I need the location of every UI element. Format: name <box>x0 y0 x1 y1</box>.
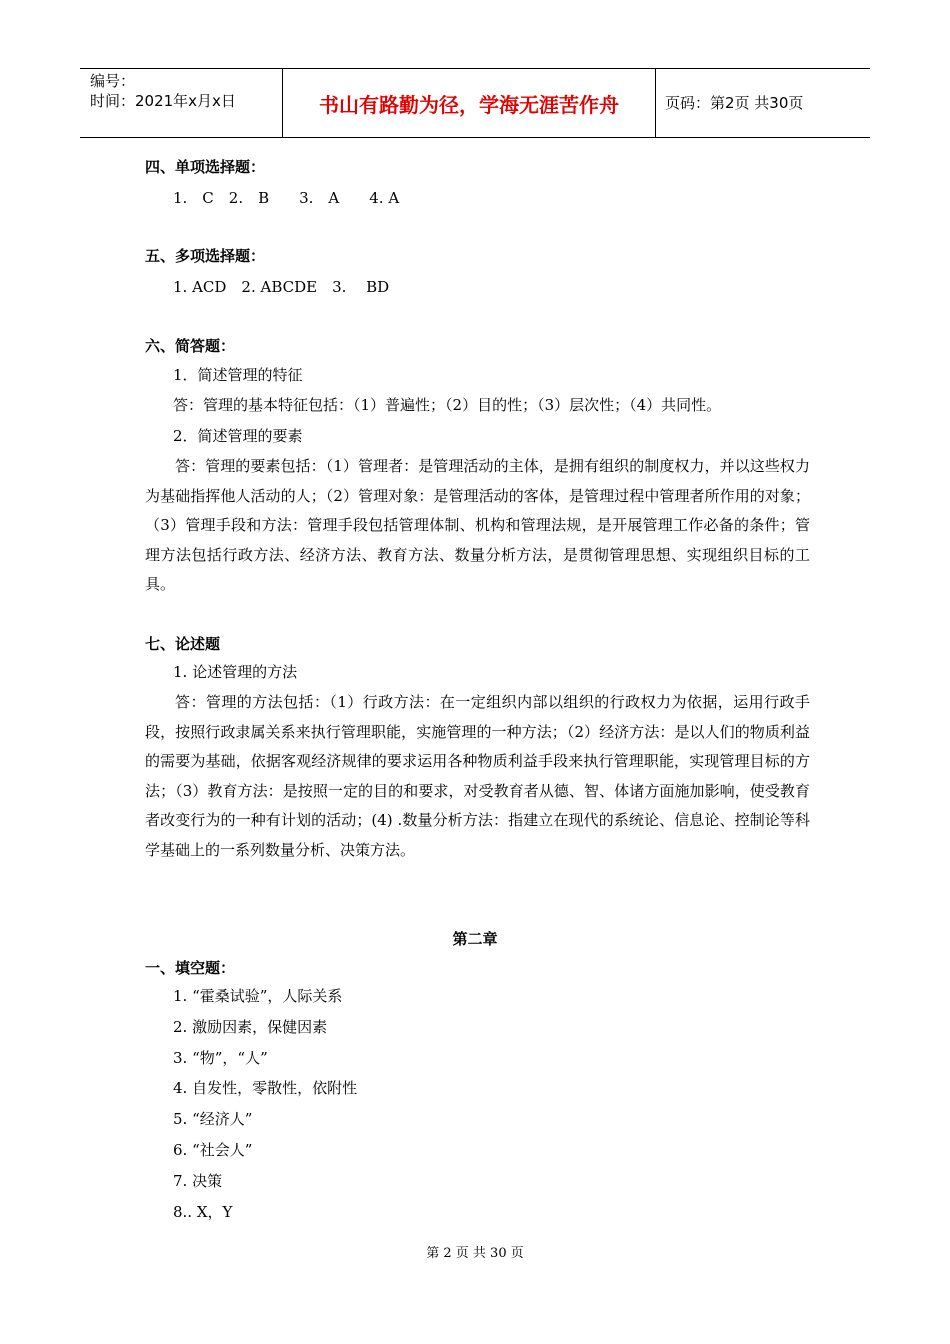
fill-blank-item: 8.. X，Y <box>173 1203 233 1221</box>
page-info: 页码：第2页 共30页 <box>665 94 804 112</box>
fill-blank-item: 6. “社会人” <box>173 1141 253 1159</box>
chapter2-section1-heading: 一、填空题： <box>145 959 236 977</box>
page-footer: 第 2 页 共 30 页 <box>426 1246 524 1261</box>
section4-heading: 四、单项选择题： <box>145 158 266 176</box>
section6-answer-1: 答：管理的基本特征包括：（1）普遍性；（2）目的性；（3）层次性；（4）共同性。 <box>173 396 722 414</box>
section4-answers: 1. C 2. B 3. A 4. A <box>173 189 400 207</box>
section6-question-2: 2．简述管理的要素 <box>173 427 303 445</box>
section6-question-1: 1．简述管理的特征 <box>173 366 303 384</box>
section5-heading: 五、多项选择题： <box>145 247 266 265</box>
serial-label: 编号： <box>90 72 136 90</box>
header-center-cell <box>282 69 656 137</box>
fill-blank-item: 3. “物”，“人” <box>173 1049 268 1067</box>
chapter-title: 第二章 <box>452 930 498 948</box>
fill-blank-item: 1. “霍桑试验”，人际关系 <box>173 987 343 1005</box>
fill-blank-item: 4. 自发性，零散性，依附性 <box>173 1079 358 1097</box>
fill-blank-item: 2. 激励因素，保健因素 <box>173 1018 328 1036</box>
section7-heading: 七、论述题 <box>145 635 221 653</box>
section6-heading: 六、简答题： <box>145 337 236 355</box>
motto-text: 书山有路勤为径，学海无涯苦作舟 <box>319 93 619 117</box>
header-left-cell <box>80 69 282 137</box>
section7-question-1: 1. 论述管理的方法 <box>173 663 298 681</box>
fill-blank-item: 7. 决策 <box>173 1172 223 1190</box>
fill-blank-item: 5. “经济人” <box>173 1110 253 1128</box>
header-right-cell <box>655 69 870 137</box>
header-table <box>80 68 870 138</box>
section6-answer-2: 答：管理的要素包括：（1）管理者：是管理活动的主体，是拥有组织的制度权力，并以这些权力为基础指挥他人活动的人；（2）管理对象：是管理活动的客体，是管理过程中管理者所作用的对象；（3）管理手段和方法：管理手段包括管理体制、机构和管理法规，是开展管理工作必备的条件；管理方法包括行政方法、经济方法、教育方法、数量分析方法，是贯彻管理思想、实现组织目标的工具。 <box>145 457 810 593</box>
section7-answer-1: 答：管理的方法包括：（1）行政方法：在一定组织内部以组织的行政权力为依据，运用行政手段，按照行政隶属关系来执行管理职能，实施管理的一种方法；（2）经济方法：是以人们的物质利益的需要为基础，依据客观经济规律的要求运用各种物质利益手段来执行管理职能，实现管理目标的方法；（3）教育方法：是按照一定的目的和要求，对受教育者从德、智、体诸方面施加影响，使受教育者改变行为的一种有计划的活动；(4) .数量分析方法：指建立在现代的系统论、信息论、控制论等科学基础上的一系列数量分析、决策方法。 <box>145 693 810 859</box>
section5-answers: 1. ACD 2. ABCDE 3. BD <box>173 278 390 296</box>
date-text: 时间：2021年x月x日 <box>90 92 236 110</box>
